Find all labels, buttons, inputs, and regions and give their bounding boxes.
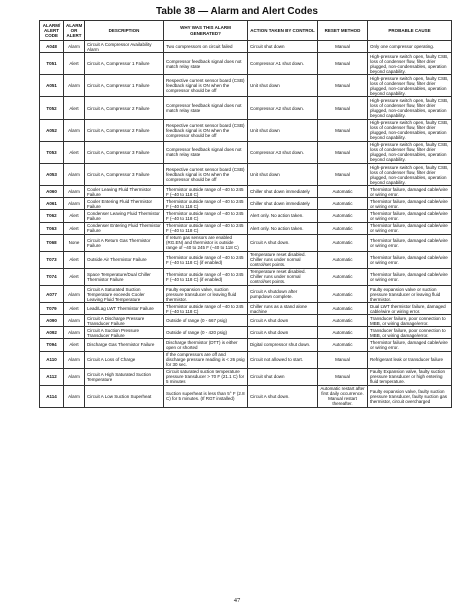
reset-cell: Automatic [318, 315, 368, 327]
reset-cell: Automatic [318, 222, 368, 234]
description-cell: Space Temperature/Dual Chiller Thermistor Failure [85, 268, 164, 285]
cause-cell: Faulty expansion valve, faulty suction pressure transducer, faulty suction gas thermistor, circuit overcharged [368, 385, 452, 407]
description-cell: Circuit A Compressor Availability Alarm [85, 41, 164, 53]
reset-cell: Automatic [318, 286, 368, 303]
description-cell: Circuit A, Compressor 3 Failure [85, 164, 164, 186]
table-row [40, 210, 452, 222]
code-cell: T079 [40, 303, 64, 315]
action-cell: Digital compressor shut down. [248, 339, 318, 351]
code-cell: A114 [40, 385, 64, 407]
type-cell: Alert [64, 303, 85, 315]
cause-cell: High-pressure switch open, faulty CSB, loss of condenser flow, filter drier plugged, non-condensables, operation beyond capability. [368, 164, 452, 186]
why-cell: If the compressors are off and discharge pressure reading is < 26 psig for 30 sec. [164, 351, 248, 368]
why-cell: Thermistor outside range of –40 to 245 F (–40 to 118 C) (if enabled) [164, 268, 248, 285]
table-body [40, 41, 452, 408]
table-row [40, 75, 452, 97]
reset-cell: Manual [318, 141, 368, 163]
type-cell: Alarm [64, 186, 85, 198]
why-cell: Thermistor outside range of –40 to 245 F (–40 to 118 C) [164, 222, 248, 234]
why-cell: Thermistor outside range of –40 to 245 F (–40 to 118 C) [164, 210, 248, 222]
reset-cell: Automatic [318, 339, 368, 351]
description-cell: Circuit A High Saturated Suction Temperature [85, 368, 164, 385]
action-cell: Compressor A2 shut down. [248, 97, 318, 119]
reset-cell: Automatic [318, 327, 368, 339]
table-row [40, 141, 452, 163]
table-row [40, 53, 452, 75]
why-cell: Respective current sensor board (CSB) feedback signal is ON when the compressor should be off [164, 75, 248, 97]
type-cell: Alarm [64, 164, 85, 186]
header-reset: RESET METHOD [318, 21, 368, 41]
reset-cell: Automatic [318, 303, 368, 315]
reset-cell: Manual [318, 351, 368, 368]
action-cell: Unit shut down [248, 75, 318, 97]
why-cell: Faulty expansion valve, suction pressure transducer or leaving fluid thermistor. [164, 286, 248, 303]
table-row [40, 339, 452, 351]
cause-cell: Transducer failure, poor connection to MBB, or wiring damage/error. [368, 327, 452, 339]
description-cell: Condenser Leaving Fluid Thermistor Failure [85, 210, 164, 222]
code-cell: A110 [40, 351, 64, 368]
reset-cell: Automatic [318, 251, 368, 268]
code-cell: A052 [40, 119, 64, 141]
action-cell: Circuit A shut down. [248, 385, 318, 407]
alarm-codes-table [39, 20, 452, 408]
description-cell: Circuit A Loss of Charge [85, 351, 164, 368]
description-cell: Cooler Entering Fluid Thermistor Failure [85, 198, 164, 210]
action-cell: Circuit A shut down [248, 315, 318, 327]
code-cell: A053 [40, 164, 64, 186]
description-cell: Circuit A, Compressor 2 Failure [85, 97, 164, 119]
action-cell: Unit shut down [248, 164, 318, 186]
code-cell: T094 [40, 339, 64, 351]
code-cell: T074 [40, 268, 64, 285]
table-row [40, 222, 452, 234]
header-code: ALARM/ ALERT CODE [40, 21, 64, 41]
code-cell: T053 [40, 141, 64, 163]
cause-cell: Thermistor failure, damaged cable/wire or wiring error. [368, 186, 452, 198]
reset-cell: Automatic [318, 198, 368, 210]
table-header-row [40, 21, 452, 41]
cause-cell: Dual LWT thermistor failure, damaged cable/wire or wiring error. [368, 303, 452, 315]
reset-cell: Manual [318, 75, 368, 97]
cause-cell: Thermistor failure, damaged cable/wire or wiring error. [368, 339, 452, 351]
type-cell: Alarm [64, 198, 85, 210]
description-cell: Circuit A, Compressor 1 Failure [85, 75, 164, 97]
type-cell: Alert [64, 141, 85, 163]
code-cell: A048 [40, 41, 64, 53]
table-row [40, 198, 452, 210]
reset-cell: Automatic [318, 186, 368, 198]
description-cell: Lead/Lag LWT Thermistor Failure [85, 303, 164, 315]
table-row [40, 286, 452, 303]
type-cell: Alert [64, 210, 85, 222]
description-cell: Cooler Leaving Fluid Thermistor Failure [85, 186, 164, 198]
cause-cell: Thermistor failure, damaged cable/wire or wiring error. [368, 222, 452, 234]
table-row [40, 315, 452, 327]
code-cell: A092 [40, 327, 64, 339]
action-cell: Circuit shut down [248, 368, 318, 385]
code-cell: A061 [40, 198, 64, 210]
cause-cell: Thermistor failure, damaged cable/wire or wiring error. [368, 210, 452, 222]
type-cell: Alarm [64, 119, 85, 141]
cause-cell: Refrigerant leak or transducer failure [368, 351, 452, 368]
description-cell: Circuit A Saturated Suction Temperature exceeds Cooler Leaving Fluid Temperature [85, 286, 164, 303]
description-cell: Circuit A Suction Pressure Transducer Failure [85, 327, 164, 339]
page-number: 47 [233, 597, 241, 604]
type-cell: Alarm [64, 75, 85, 97]
header-action: ACTION TAKEN BY CONTROL [248, 21, 318, 41]
header-description: DESCRIPTION [85, 21, 164, 41]
type-cell: Alarm [64, 385, 85, 407]
table-row [40, 251, 452, 268]
type-cell: Alarm [64, 41, 85, 53]
why-cell: Compressor feedback signal does not match relay state [164, 97, 248, 119]
action-cell: Alert only. No action taken. [248, 210, 318, 222]
why-cell: If return gas sensors are enabled (RG.EN) and thermistor is outside range of –40 to 245 F (–40 to 118 C) [164, 234, 248, 251]
header-cause: PROBABLE CAUSE [368, 21, 452, 41]
action-cell: Alert only. No action taken. [248, 222, 318, 234]
action-cell: Temperature reset disabled. Chiller runs under normal control/set points. [248, 251, 318, 268]
description-cell: Outside Air Thermistor Failure [85, 251, 164, 268]
code-cell: A051 [40, 75, 64, 97]
type-cell: Alert [64, 97, 85, 119]
cause-cell: Faulty Expansion valve, faulty suction pressure transducer or high entering fluid temperature. [368, 368, 452, 385]
cause-cell: High-pressure switch open, faulty CSB, loss of condenser flow, filter drier plugged, non-condensables, operation beyond capability. [368, 97, 452, 119]
cause-cell: High-pressure switch open, faulty CSB, loss of condenser flow, filter drier plugged, non-condensables, operation beyond capability. [368, 75, 452, 97]
code-cell: T068 [40, 234, 64, 251]
action-cell: Chiller runs as a stand alone machine [248, 303, 318, 315]
why-cell: Respective current sensor board (CSB) feedback signal is ON when the compressor should be off [164, 119, 248, 141]
reset-cell: Manual [318, 164, 368, 186]
type-cell: Alert [64, 251, 85, 268]
action-cell: Chiller shut down immediately [248, 198, 318, 210]
cause-cell: Thermistor failure, damaged cable/wire or wiring error. [368, 234, 452, 251]
cause-cell: Thermistor failure, damaged cable/wire or wiring error. [368, 268, 452, 285]
reset-cell: Manual [318, 41, 368, 53]
type-cell: Alarm [64, 286, 85, 303]
table-row [40, 164, 452, 186]
why-cell: Circuit saturated suction temperature pressure transducer > 70 F (21.1 C) for 5 minutes [164, 368, 248, 385]
reset-cell: Automatic [318, 210, 368, 222]
type-cell: Alert [64, 53, 85, 75]
cause-cell: High-pressure switch open, faulty CSB, loss of condenser flow, filter drier plugged, non-condensables, operation beyond capability. [368, 53, 452, 75]
code-cell: A090 [40, 315, 64, 327]
table-row [40, 97, 452, 119]
table-title: Table 38 — Alarm and Alert Codes [156, 6, 318, 17]
cause-cell: Thermistor failure, damaged cable/wire or wiring error. [368, 198, 452, 210]
why-cell: Thermistor outside range of –40 to 245 F (–40 to 118 C) [164, 186, 248, 198]
type-cell: Alarm [64, 351, 85, 368]
why-cell: Thermistor outside range of –40 to 245 F (–40 to 118 C) [164, 303, 248, 315]
why-cell: Two compressors on circuit failed [164, 41, 248, 53]
description-cell: Circuit A, Compressor 2 Failure [85, 119, 164, 141]
type-cell: Alert [64, 222, 85, 234]
reset-cell: Automatic restart after first daily occurrence. Manual restart thereafter. [318, 385, 368, 407]
table-row [40, 186, 452, 198]
description-cell: Condenser Entering Fluid Thermistor Failure [85, 222, 164, 234]
code-cell: A112 [40, 368, 64, 385]
description-cell: Discharge Gas Thermistor Failure [85, 339, 164, 351]
cause-cell: High-pressure switch open, faulty CSB, loss of condenser flow, filter drier plugged, non-condensables, operation beyond capability. [368, 141, 452, 163]
reset-cell: Automatic [318, 268, 368, 285]
why-cell: Outside of range (0 - 667 psig) [164, 315, 248, 327]
header-type: ALARM OR ALERT [64, 21, 85, 41]
type-cell: Alarm [64, 368, 85, 385]
table-row [40, 41, 452, 53]
action-cell: Compressor A3 shut down. [248, 141, 318, 163]
type-cell: Alarm [64, 327, 85, 339]
description-cell: Circuit A Discharge Pressure Transducer Failure [85, 315, 164, 327]
table-row [40, 368, 452, 385]
action-cell: Circuit A shut down [248, 327, 318, 339]
table-row [40, 268, 452, 285]
table-row [40, 119, 452, 141]
cause-cell: Faulty expansion valve or suction pressure transducer or leaving fluid thermistor. [368, 286, 452, 303]
type-cell: Alert [64, 339, 85, 351]
action-cell: Unit shut down [248, 119, 318, 141]
reset-cell: Manual [318, 97, 368, 119]
code-cell: T051 [40, 53, 64, 75]
cause-cell: Transducer failure, poor connection to MBB, or wiring damage/error. [368, 315, 452, 327]
why-cell: Respective current sensor board (CSB) feedback signal is ON when the compressor should be off [164, 164, 248, 186]
code-cell: T063 [40, 222, 64, 234]
description-cell: Circuit A, Compressor 1 Failure [85, 53, 164, 75]
why-cell: Thermistor outside range of –40 to 245 F (–40 to 118 C) (if enabled) [164, 251, 248, 268]
action-cell: Circuit A shutdown after pumpdown complete. [248, 286, 318, 303]
table-row [40, 303, 452, 315]
type-cell: Alarm [64, 315, 85, 327]
table-row [40, 234, 452, 251]
why-cell: Suction superheat is less than 5° F (2.8 C) for 5 minutes. (If RGT installed) [164, 385, 248, 407]
code-cell: T062 [40, 210, 64, 222]
reset-cell: Manual [318, 368, 368, 385]
table-row [40, 385, 452, 407]
action-cell: Circuit A shut down. [248, 234, 318, 251]
code-cell: A060 [40, 186, 64, 198]
action-cell: Compressor A1 shut down. [248, 53, 318, 75]
why-cell: Thermistor outside range of –40 to 245 F (–40 to 118 C) [164, 198, 248, 210]
type-cell: Alert [64, 268, 85, 285]
cause-cell: Only one compressor operating. [368, 41, 452, 53]
action-cell: Circuit shut down [248, 41, 318, 53]
table-row [40, 327, 452, 339]
description-cell: Circuit A Return Gas Thermistor Failure [85, 234, 164, 251]
action-cell: Temperature reset disabled. Chiller runs under normal control/set points. [248, 268, 318, 285]
why-cell: Compressor feedback signal does not match relay state [164, 53, 248, 75]
reset-cell: Automatic [318, 234, 368, 251]
code-cell: A077 [40, 286, 64, 303]
reset-cell: Manual [318, 119, 368, 141]
action-cell: Chiller shut down immediately [248, 186, 318, 198]
table-row [40, 351, 452, 368]
type-cell: None [64, 234, 85, 251]
cause-cell: Thermistor failure, damaged cable/wire or wiring error. [368, 251, 452, 268]
action-cell: Circuit not allowed to start. [248, 351, 318, 368]
reset-cell: Manual [318, 53, 368, 75]
cause-cell: High-pressure switch open, faulty CSB, loss of condenser flow, filter drier plugged, non-condensables, operation beyond capability. [368, 119, 452, 141]
description-cell: Circuit A Low Suction Superheat [85, 385, 164, 407]
why-cell: Outside of range (0 - 420 psig) [164, 327, 248, 339]
code-cell: T052 [40, 97, 64, 119]
description-cell: Circuit A, Compressor 3 Failure [85, 141, 164, 163]
why-cell: Discharge thermistor (DTT) is either open or shorted [164, 339, 248, 351]
header-why: WHY WAS THIS ALARM GENERATED? [164, 21, 248, 41]
why-cell: Compressor feedback signal does not match relay state [164, 141, 248, 163]
code-cell: T073 [40, 251, 64, 268]
